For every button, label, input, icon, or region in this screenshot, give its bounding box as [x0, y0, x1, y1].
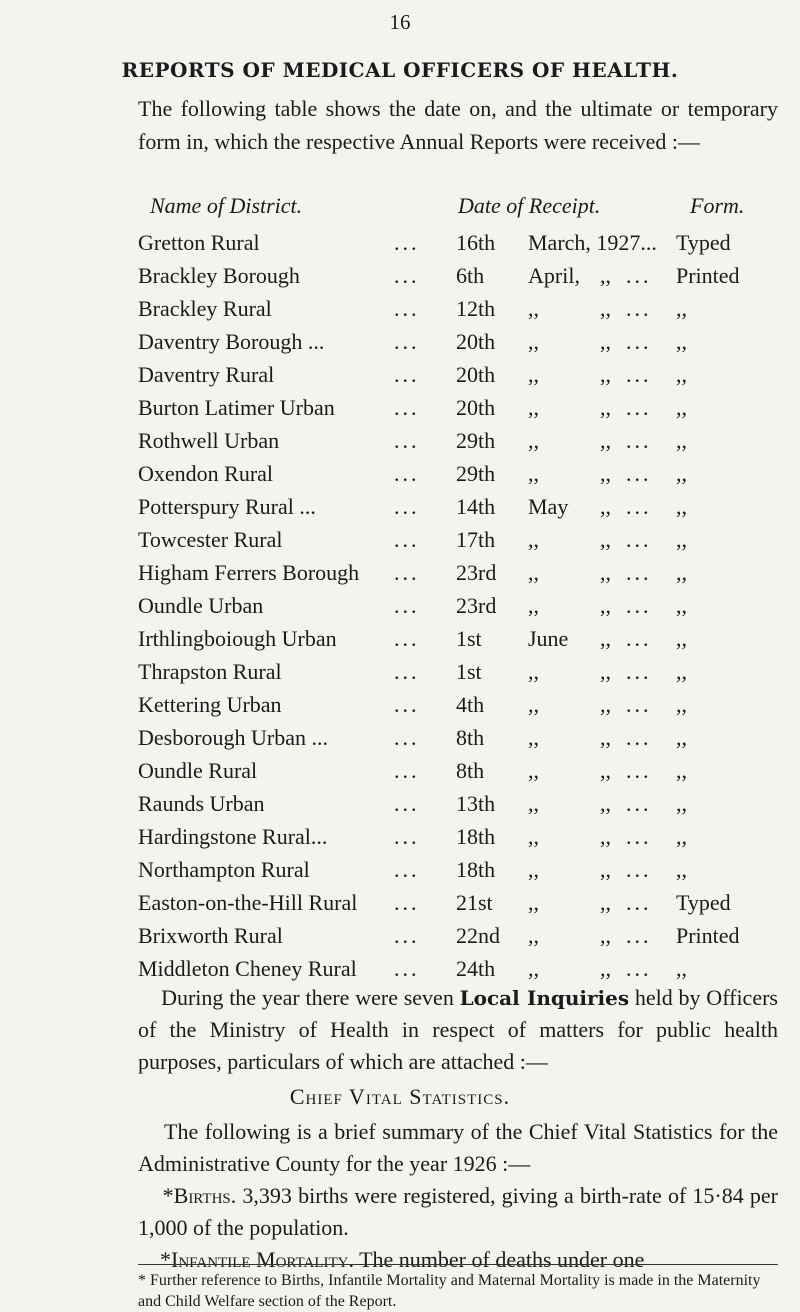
receipt-day: 21st — [456, 890, 493, 915]
inquiries-bold: Local Inquiries — [459, 986, 630, 1010]
district-name: Daventry Rural — [138, 362, 275, 387]
receipt-month: ,, — [528, 725, 539, 750]
footnote: * Further reference to Births, Infantile Mortality and Maternal Mortality is made in the Maternity and Child Welfare section of the Report. — [138, 1272, 761, 1310]
report-form: ,, — [676, 659, 687, 684]
leader-dots: ... — [394, 461, 420, 486]
intro-paragraph: The following table shows the date on, and the ultimate or temporary form in, which the respective Annual Reports were received :— — [138, 96, 778, 154]
receipt-month: ,, — [528, 791, 539, 816]
district-name: Oundle Rural — [138, 758, 258, 783]
report-form: ,, — [676, 857, 687, 882]
column-header-name: Name of District. — [150, 193, 303, 218]
report-form: ,, — [676, 956, 687, 981]
district-name: Higham Ferrers Borough — [138, 560, 360, 585]
district-name: Brixworth Rural — [138, 923, 283, 948]
district-name: Potterspury Rural ... — [138, 494, 316, 519]
year-ditto: ,, — [600, 824, 611, 849]
receipt-month: March, 1927... — [528, 230, 657, 255]
year-ditto: ,, — [600, 494, 611, 519]
report-form: Printed — [676, 923, 740, 948]
leader-dots-form: ... — [626, 329, 652, 354]
district-name: Raunds Urban — [138, 791, 265, 816]
leader-dots: ... — [394, 494, 420, 519]
page-number: 16 — [389, 10, 411, 34]
receipt-day: 29th — [456, 428, 496, 453]
table-row — [0, 226, 800, 259]
year-ditto: ,, — [600, 395, 611, 420]
receipt-day: 24th — [456, 956, 496, 981]
receipt-month: ,, — [528, 692, 539, 717]
report-form: ,, — [676, 593, 687, 618]
leader-dots: ... — [394, 230, 420, 255]
infantile-label: *Infantile Mortality. — [160, 1247, 354, 1272]
leader-dots-form: ... — [626, 527, 652, 552]
district-name: Kettering Urban — [138, 692, 282, 717]
table-row — [0, 424, 800, 457]
column-header-form: Form. — [690, 193, 745, 218]
leader-dots-form: ... — [626, 923, 652, 948]
leader-dots-form: ... — [626, 890, 652, 915]
leader-dots-form: ... — [626, 263, 652, 288]
report-form: ,, — [676, 560, 687, 585]
year-ditto: ,, — [600, 956, 611, 981]
receipt-month: ,, — [528, 758, 539, 783]
leader-dots-form: ... — [626, 593, 652, 618]
leader-dots: ... — [394, 527, 420, 552]
vital-statistics-text — [138, 1116, 778, 1276]
births-label: *Births. — [162, 1183, 237, 1208]
receipt-month: June — [528, 626, 569, 651]
inquiries-paragraph — [138, 982, 778, 1078]
leader-dots: ... — [394, 296, 420, 321]
district-table — [0, 226, 800, 985]
leader-dots: ... — [394, 890, 420, 915]
district-name: Daventry Borough ... — [138, 329, 325, 354]
leader-dots-form: ... — [626, 428, 652, 453]
receipt-day: 8th — [456, 758, 485, 783]
leader-dots-form: ... — [626, 659, 652, 684]
receipt-day: 6th — [456, 263, 485, 288]
district-name: Burton Latimer Urban — [138, 395, 335, 420]
leader-dots: ... — [394, 362, 420, 387]
leader-dots-form: ... — [626, 395, 652, 420]
district-name: Brackley Borough — [138, 263, 300, 288]
receipt-day: 16th — [456, 230, 496, 255]
report-form: ,, — [676, 329, 687, 354]
leader-dots-form: ... — [626, 494, 652, 519]
receipt-day: 29th — [456, 461, 496, 486]
district-name: Oundle Urban — [138, 593, 264, 618]
receipt-month: ,, — [528, 890, 539, 915]
section-title: Chief Vital Statistics. — [289, 1084, 511, 1109]
leader-dots: ... — [394, 857, 420, 882]
year-ditto: ,, — [600, 296, 611, 321]
column-header-date: Date of Receipt. — [458, 193, 601, 218]
leader-dots-form: ... — [626, 362, 652, 387]
table-row — [0, 655, 800, 688]
year-ditto: ,, — [600, 692, 611, 717]
year-ditto: ,, — [600, 593, 611, 618]
receipt-day: 20th — [456, 362, 496, 387]
leader-dots: ... — [394, 263, 420, 288]
leader-dots-form: ... — [626, 296, 652, 321]
district-name: Irthlingboiough Urban — [138, 626, 337, 651]
leader-dots: ... — [394, 791, 420, 816]
report-form: ,, — [676, 824, 687, 849]
leader-dots: ... — [394, 824, 420, 849]
table-row — [0, 952, 800, 985]
table-row — [0, 325, 800, 358]
receipt-month: ,, — [528, 560, 539, 585]
year-ditto: ,, — [600, 527, 611, 552]
receipt-month: ,, — [528, 659, 539, 684]
report-form: ,, — [676, 461, 687, 486]
leader-dots: ... — [394, 659, 420, 684]
leader-dots-form: ... — [626, 956, 652, 981]
report-form: ,, — [676, 362, 687, 387]
table-row — [0, 688, 800, 721]
receipt-month: ,, — [528, 461, 539, 486]
table-row — [0, 457, 800, 490]
year-ditto: ,, — [600, 890, 611, 915]
year-ditto: ,, — [600, 560, 611, 585]
report-form: ,, — [676, 692, 687, 717]
leader-dots-form: ... — [626, 461, 652, 486]
leader-dots: ... — [394, 428, 420, 453]
table-row — [0, 622, 800, 655]
district-name: Thrapston Rural — [138, 659, 282, 684]
year-ditto: ,, — [600, 461, 611, 486]
leader-dots: ... — [394, 560, 420, 585]
report-form: Printed — [676, 263, 740, 288]
receipt-day: 18th — [456, 857, 496, 882]
leader-dots-form: ... — [626, 626, 652, 651]
report-form: ,, — [676, 758, 687, 783]
leader-dots-form: ... — [626, 791, 652, 816]
leader-dots: ... — [394, 725, 420, 750]
receipt-day: 18th — [456, 824, 496, 849]
receipt-month: ,, — [528, 593, 539, 618]
leader-dots-form: ... — [626, 725, 652, 750]
district-name: Easton-on-the-Hill Rural — [138, 890, 358, 915]
table-row — [0, 919, 800, 952]
leader-dots-form: ... — [626, 857, 652, 882]
report-form: ,, — [676, 626, 687, 651]
receipt-month: ,, — [528, 329, 539, 354]
year-ditto: ,, — [600, 362, 611, 387]
year-ditto: ,, — [600, 758, 611, 783]
inquiries-text-before: During the year there were seven — [161, 985, 460, 1010]
table-row — [0, 853, 800, 886]
report-form: ,, — [676, 791, 687, 816]
receipt-month: ,, — [528, 824, 539, 849]
receipt-month: ,, — [528, 428, 539, 453]
leader-dots: ... — [394, 758, 420, 783]
year-ditto: ,, — [600, 791, 611, 816]
year-ditto: ,, — [600, 923, 611, 948]
table-row — [0, 787, 800, 820]
district-name: Towcester Rural — [138, 527, 283, 552]
vital-intro: The following is a brief summary of the Chief Vital Statistics for the Administrative County for the year 1926 :— — [138, 1119, 778, 1176]
leader-dots-form: ... — [626, 692, 652, 717]
leader-dots: ... — [394, 593, 420, 618]
receipt-month: ,, — [528, 956, 539, 981]
table-row — [0, 490, 800, 523]
receipt-day: 23rd — [456, 560, 497, 585]
report-form: ,, — [676, 725, 687, 750]
year-ditto: ,, — [600, 626, 611, 651]
page-heading: REPORTS OF MEDICAL OFFICERS OF HEALTH. — [121, 58, 679, 82]
leader-dots: ... — [394, 329, 420, 354]
year-ditto: ,, — [600, 263, 611, 288]
receipt-day: 22nd — [456, 923, 500, 948]
district-name: Middleton Cheney Rural — [138, 956, 357, 981]
district-name: Brackley Rural — [138, 296, 272, 321]
district-name: Gretton Rural — [138, 230, 260, 255]
table-row — [0, 292, 800, 325]
table-row — [0, 820, 800, 853]
district-name: Oxendon Rural — [138, 461, 274, 486]
inquiries-text-after: held by Officers of the Ministry of Health in respect of matters for public health purposes, particulars of which are attached :— — [138, 985, 778, 1074]
receipt-day: 14th — [456, 494, 496, 519]
leader-dots-form: ... — [626, 560, 652, 585]
infantile-text: The number of deaths under one — [353, 1247, 645, 1272]
births-text: 3,393 births were registered, giving a birth-rate of 15·84 per 1,000 of the population. — [138, 1183, 779, 1240]
receipt-day: 23rd — [456, 593, 497, 618]
receipt-month: ,, — [528, 362, 539, 387]
receipt-day: 17th — [456, 527, 496, 552]
year-ditto: ,, — [600, 659, 611, 684]
leader-dots: ... — [394, 692, 420, 717]
table-row — [0, 358, 800, 391]
leader-dots-form: ... — [626, 824, 652, 849]
leader-dots-form: ... — [626, 758, 652, 783]
report-form: ,, — [676, 428, 687, 453]
table-row — [0, 886, 800, 919]
receipt-month: ,, — [528, 395, 539, 420]
receipt-month: ,, — [528, 923, 539, 948]
leader-dots: ... — [394, 956, 420, 981]
table-row — [0, 721, 800, 754]
receipt-day: 8th — [456, 725, 485, 750]
year-ditto: ,, — [600, 857, 611, 882]
receipt-month: ,, — [528, 296, 539, 321]
year-ditto: ,, — [600, 428, 611, 453]
receipt-month: ,, — [528, 857, 539, 882]
receipt-day: 4th — [456, 692, 485, 717]
leader-dots: ... — [394, 395, 420, 420]
year-ditto: ,, — [600, 329, 611, 354]
receipt-day: 1st — [456, 626, 482, 651]
receipt-day: 12th — [456, 296, 496, 321]
table-row — [0, 523, 800, 556]
leader-dots: ... — [394, 626, 420, 651]
receipt-day: 20th — [456, 329, 496, 354]
table-row — [0, 259, 800, 292]
report-form: ,, — [676, 527, 687, 552]
receipt-day: 13th — [456, 791, 496, 816]
table-row — [0, 754, 800, 787]
report-form: ,, — [676, 296, 687, 321]
leader-dots: ... — [394, 923, 420, 948]
report-form: ,, — [676, 395, 687, 420]
receipt-day: 1st — [456, 659, 482, 684]
table-row — [0, 589, 800, 622]
receipt-month: April, — [528, 263, 580, 288]
district-name: Rothwell Urban — [138, 428, 280, 453]
report-form: Typed — [676, 890, 731, 915]
footnote-rule — [138, 1264, 778, 1265]
report-form: ,, — [676, 494, 687, 519]
table-row — [0, 556, 800, 589]
table-row — [0, 391, 800, 424]
year-ditto: ,, — [600, 725, 611, 750]
receipt-day: 20th — [456, 395, 496, 420]
report-form: Typed — [676, 230, 731, 255]
district-name: Hardingstone Rural... — [138, 824, 328, 849]
district-name: Northampton Rural — [138, 857, 310, 882]
district-name: Desborough Urban ... — [138, 725, 329, 750]
receipt-month: ,, — [528, 527, 539, 552]
receipt-month: May — [528, 494, 569, 519]
